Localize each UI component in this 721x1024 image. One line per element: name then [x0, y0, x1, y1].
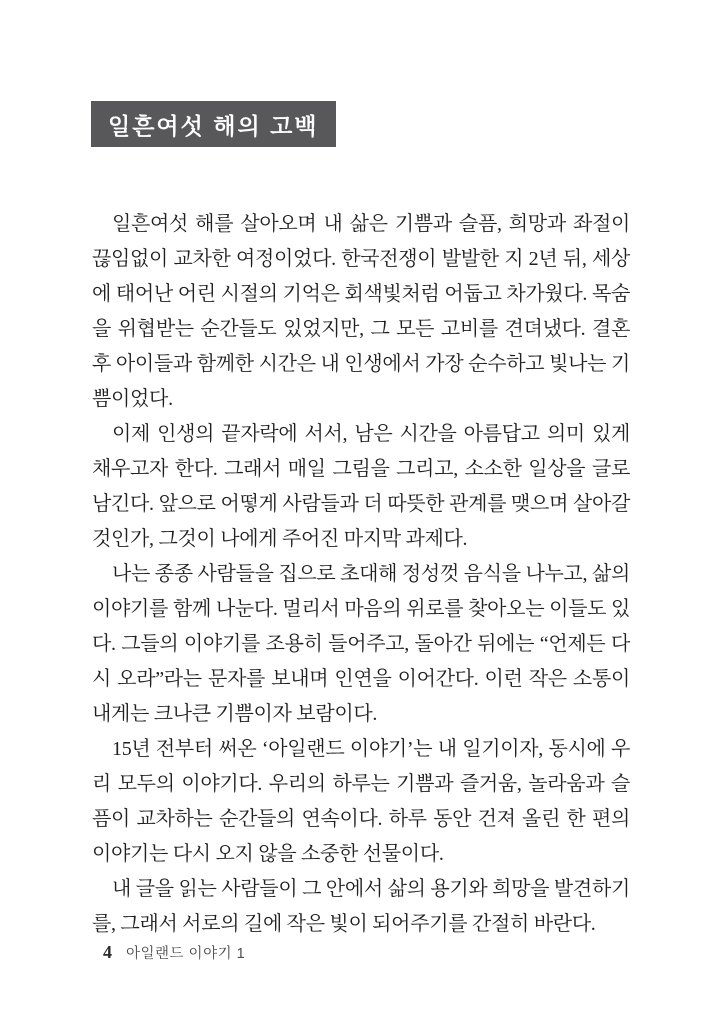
paragraph: 나는 종종 사람들을 집으로 초대해 정성껏 음식을 나누고, 삶의 이야기를 함께 나눈다. 멀리서 마음의 위로를 찾아오는 이들도 있다. 그들의 이야기를 조용히 들어주고, 돌아간 뒤에는 “언제든 다시 오라”라는 문자를 보내며 인연을 이어간다. 이런 작은 소통이 내게는 크나큰 기쁨이자 보람이다.	[92, 563, 630, 725]
chapter-title-box	[91, 101, 336, 147]
paragraph: 15년 전부터 써온 ‘아일랜드 이야기’는 내 일기이자, 동시에 우리 모두의 이야기다. 우리의 하루는 기쁨과 즐거움, 놀라움과 슬픔이 교차하는 순간들의 연속이다. 하루 동안 건져 올린 한 편의 이야기는 다시 오지 않을 소중한 선물이다.	[92, 738, 630, 865]
running-book-title: 아일랜드 이야기 1	[126, 946, 246, 962]
paragraph: 일흔여섯 해를 살아오며 내 삶은 기쁨과 슬픔, 희망과 좌절이 끊임없이 교차한 여정이었다. 한국전쟁이 발발한 지 2년 뒤, 세상에 태어난 어린 시절의 기억은 회색빛처럼 어둡고 차가웠다. 목숨을 위협받는 순간들도 있었지만, 그 모든 고비를 견뎌냈다. 결혼 후 아이들과 함께한 시간은 내 인생에서 가장 순수하고 빛나는 기쁨이었다.	[92, 213, 630, 410]
chapter-title: 일흔여섯 해의 고백	[108, 112, 319, 139]
paragraph: 내 글을 읽는 사람들이 그 안에서 삶의 용기와 희망을 발견하기를, 그래서 서로의 길에 작은 빛이 되어주기를 간절히 바란다.	[92, 878, 630, 935]
page-number: 4	[103, 942, 112, 962]
page-footer	[103, 942, 245, 963]
paragraph: 이제 인생의 끝자락에 서서, 남은 시간을 아름답고 의미 있게 채우고자 한다. 그래서 매일 그림을 그리고, 소소한 일상을 글로 남긴다. 앞으로 어떻게 사람들과 더 따뜻한 관계를 맺으며 살아갈 것인가, 그것이 나에게 주어진 마지막 과제다.	[92, 423, 630, 550]
body-text	[92, 207, 630, 942]
